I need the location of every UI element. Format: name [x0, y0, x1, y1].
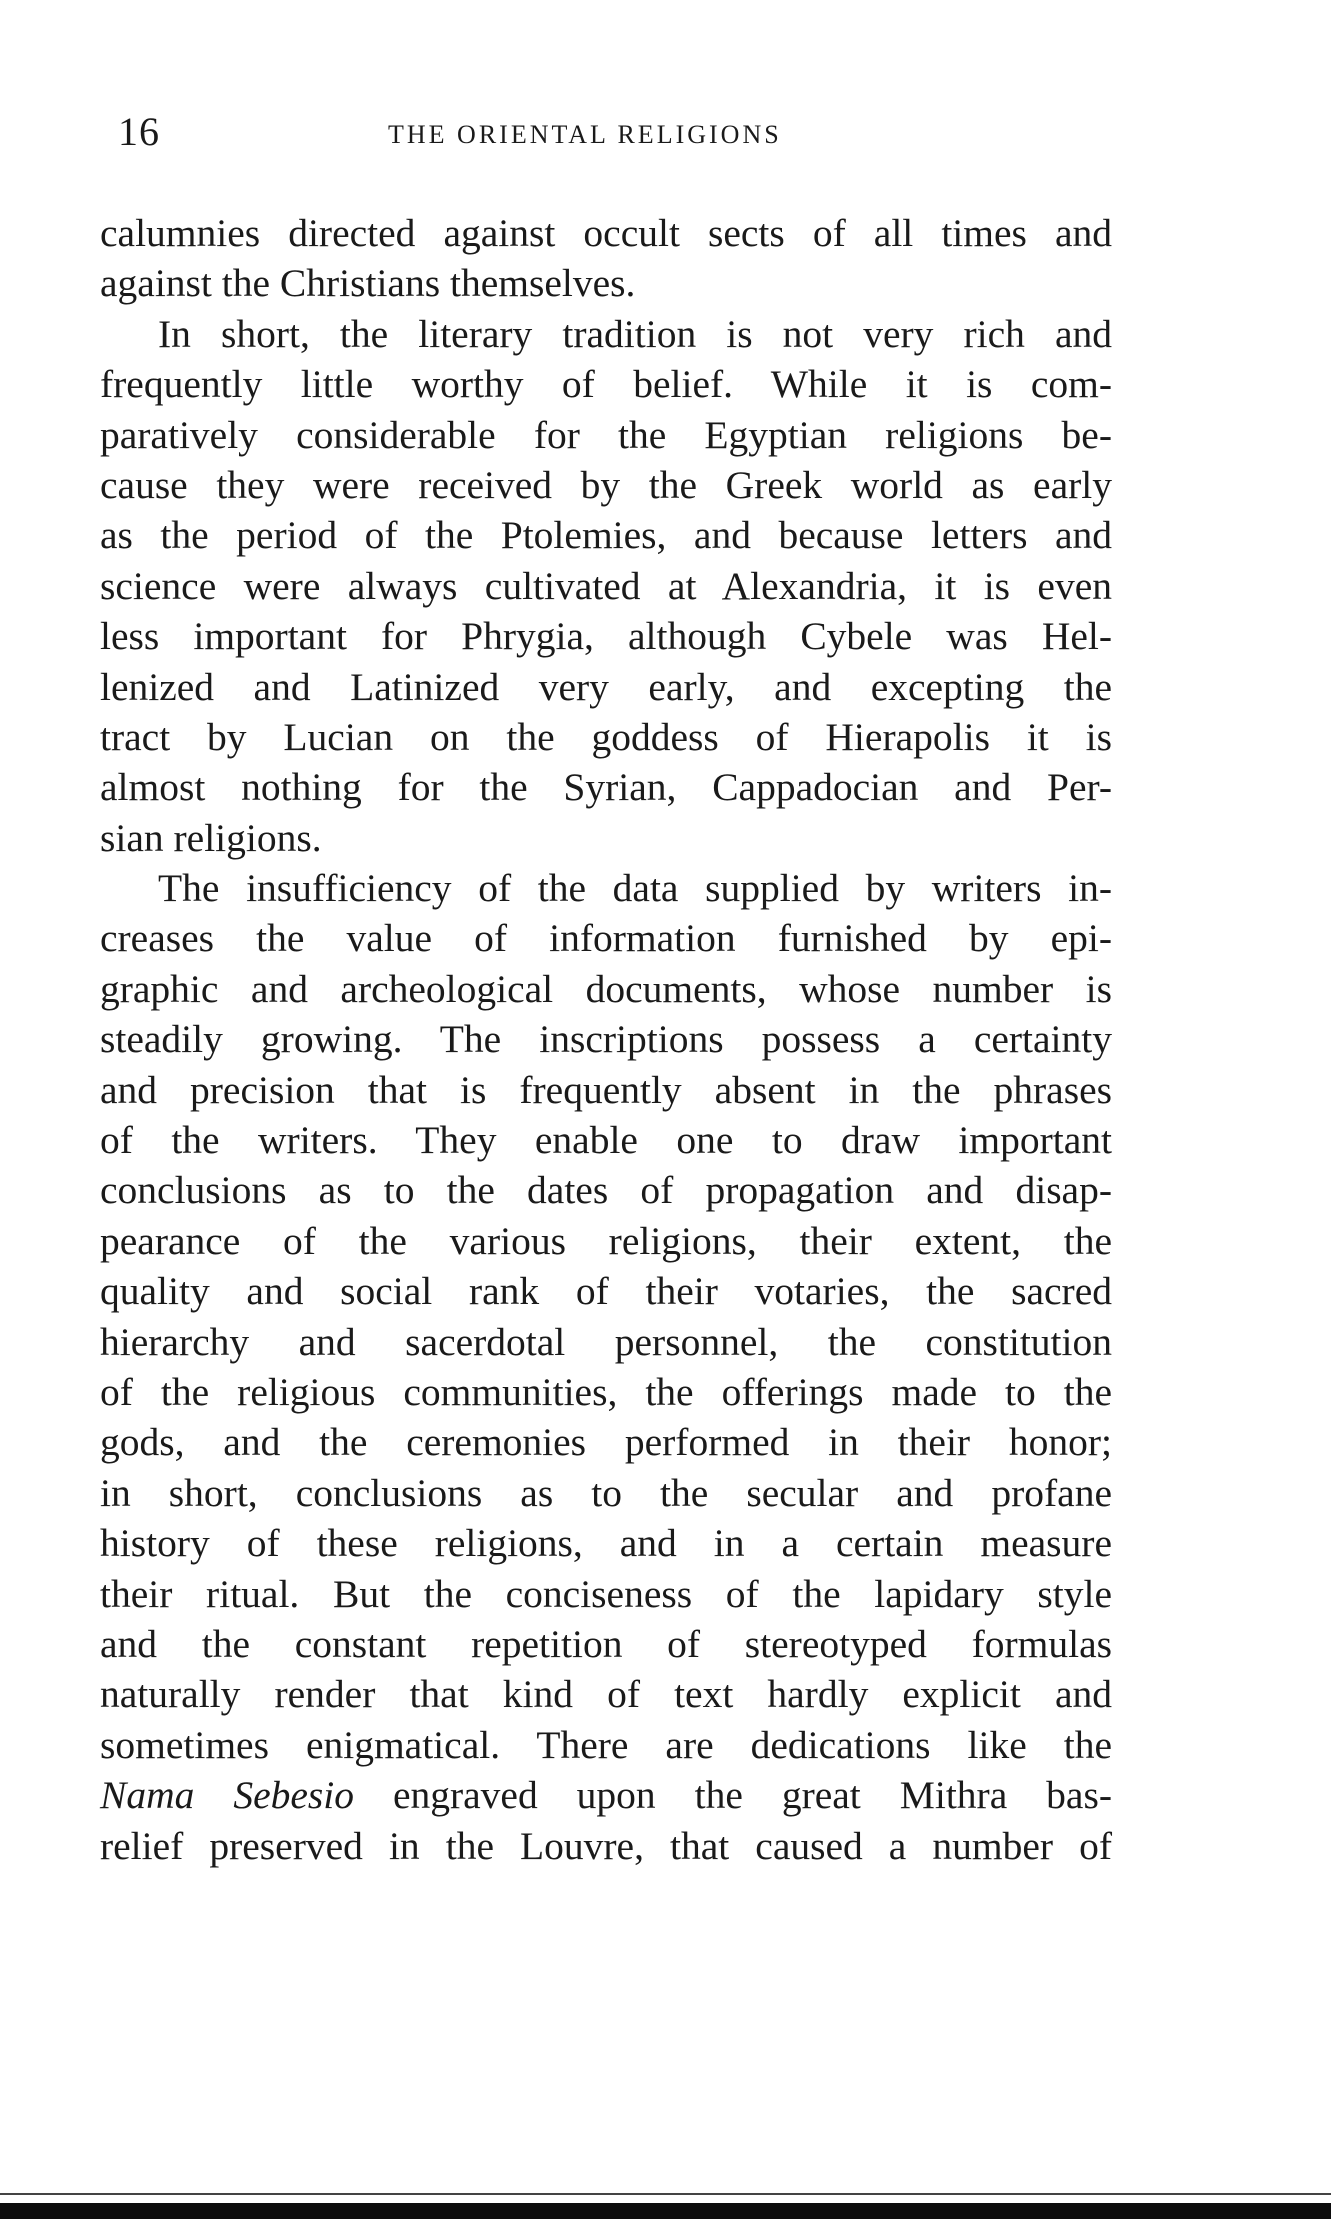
line-text: hierarchy and sacerdotal personnel, the constitution	[100, 1319, 1112, 1364]
line-text: pearance of the various religions, their extent, the	[100, 1218, 1112, 1263]
text-line	[100, 913, 1112, 963]
line-text: history of these religions, and in a certain measure	[100, 1521, 1112, 1566]
text-line	[100, 258, 1112, 308]
text-line	[100, 1518, 1112, 1568]
text-line	[100, 1165, 1112, 1215]
line-text: in short, conclusions as to the secular and profane	[100, 1470, 1112, 1515]
text-line	[100, 1115, 1112, 1165]
text-line	[100, 460, 1112, 510]
italic-phrase: Nama Sebesio	[100, 1773, 354, 1818]
text-line	[100, 1569, 1112, 1619]
text-line	[100, 359, 1112, 409]
body-text	[100, 208, 1112, 1871]
text-line	[100, 410, 1112, 460]
line-text: In short, the literary tradition is not very rich and	[158, 311, 1112, 356]
line-text: relief preserved in the Louvre, that caused a number of	[100, 1823, 1112, 1868]
line-text: almost nothing for the Syrian, Cappadocian and Per-	[100, 765, 1112, 810]
line-text: steadily growing. The inscriptions possess a certainty	[100, 1017, 1112, 1062]
text-line	[100, 1669, 1112, 1719]
line-text: paratively considerable for the Egyptian religions be-	[100, 412, 1112, 457]
text-line	[100, 1720, 1112, 1770]
line-text: and precision that is frequently absent in the phrases	[100, 1067, 1112, 1112]
text-line	[100, 662, 1112, 712]
line-text: of the writers. They enable one to draw important	[100, 1118, 1112, 1163]
line-text: quality and social rank of their votaries, the sacred	[100, 1269, 1112, 1314]
text-line	[100, 1417, 1112, 1467]
text-line	[100, 1266, 1112, 1316]
text-line	[100, 813, 1112, 863]
text-line	[100, 1619, 1112, 1669]
text-line	[100, 863, 1112, 913]
text-line	[100, 611, 1112, 661]
page-edge-border	[0, 2203, 1331, 2219]
line-text: as the period of the Ptolemies, and because letters and	[100, 513, 1112, 558]
line-text: creases the value of information furnished by epi-	[100, 916, 1112, 961]
line-text: tract by Lucian on the goddess of Hierapolis it is	[100, 714, 1112, 759]
line-text: gods, and the ceremonies performed in their honor;	[100, 1420, 1112, 1465]
line-text: graphic and archeological documents, whose number is	[100, 966, 1112, 1011]
text-line	[100, 1317, 1112, 1367]
line-text: lenized and Latinized very early, and excepting the	[100, 664, 1112, 709]
text-line	[100, 309, 1112, 359]
line-text: and the constant repetition of stereotyped formulas	[100, 1621, 1112, 1666]
line-text: conclusions as to the dates of propagation and disap-	[100, 1168, 1112, 1213]
text-line	[100, 561, 1112, 611]
line-text: frequently little worthy of belief. While it is com-	[100, 362, 1112, 407]
page-number: 16	[118, 109, 160, 154]
text-line	[100, 1821, 1112, 1871]
text-line	[100, 1367, 1112, 1417]
line-text: against the Christians themselves.	[100, 261, 636, 306]
line-text: less important for Phrygia, although Cybele was Hel-	[100, 614, 1112, 659]
line-text: The insufficiency of the data supplied by writers in-	[158, 866, 1112, 911]
line-text: cause they were received by the Greek world as early	[100, 462, 1112, 507]
line-text: science were always cultivated at Alexandria, it is even	[100, 563, 1112, 608]
text-line	[100, 712, 1112, 762]
page-edge-line	[0, 2193, 1331, 2195]
text-line	[100, 1770, 1112, 1820]
text-line	[100, 1014, 1112, 1064]
line-text: their ritual. But the conciseness of the lapidary style	[100, 1571, 1112, 1616]
line-text: of the religious communities, the offerings made to the	[100, 1369, 1112, 1414]
text-line	[100, 510, 1112, 560]
page-header	[118, 108, 1118, 158]
line-text: engraved upon the great Mithra bas-	[354, 1773, 1112, 1818]
running-head: THE ORIENTAL RELIGIONS	[388, 120, 782, 149]
line-text: calumnies directed against occult sects of all times and	[100, 211, 1112, 255]
text-line	[100, 762, 1112, 812]
text-line	[100, 1065, 1112, 1115]
text-line	[100, 1468, 1112, 1518]
text-line	[100, 208, 1112, 258]
line-text: sometimes enigmatical. There are dedications like the	[100, 1722, 1112, 1767]
text-line	[100, 964, 1112, 1014]
line-text: sian religions.	[100, 815, 322, 860]
text-line	[100, 1216, 1112, 1266]
line-text: naturally render that kind of text hardly explicit and	[100, 1672, 1112, 1717]
